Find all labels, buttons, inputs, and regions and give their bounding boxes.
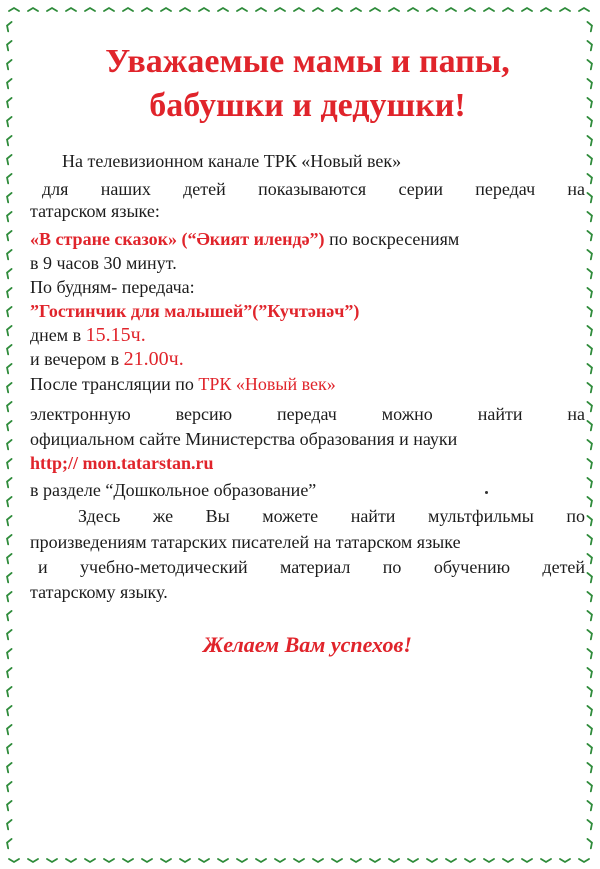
body-line: днем в 15.15ч. [30, 324, 146, 346]
body-line: По будням- передача: [30, 277, 195, 297]
title-line-1: Уважаемые мамы и папы, [105, 43, 510, 80]
body-line: После трансляции по ТРК «Новый век» [30, 374, 336, 394]
title-line-2: бабушки и дедушки! [149, 87, 466, 124]
website-url: http;// mon.tatarstan.ru [30, 453, 214, 473]
time-day: 15.15ч. [85, 324, 146, 346]
body-line: Здесь же Вы можете найти мультфильмы по [78, 506, 586, 526]
body-line: произведениям татарских писателей на татарском языке [30, 532, 461, 552]
channel-name: ТРК «Новый век» [198, 374, 336, 394]
body-line: «В стране сказок» (“Әкият илендә”) по воскресениям [30, 229, 460, 249]
closing-wish: Желаем Вам успехов! [203, 632, 412, 657]
time-evening: 21.00ч. [123, 348, 184, 370]
speck [485, 491, 488, 494]
body-line: для наших детей показываются серии передач на [42, 179, 586, 199]
body-line: татарскому языку. [30, 582, 168, 602]
body-line: электронную версию передач можно найти на [30, 404, 586, 424]
body-line: официальном сайте Министерства образования и науки [30, 429, 458, 449]
body-line: и учебно-методический материал по обучению детей [38, 557, 586, 577]
show-title-skazok: «В стране сказок» (“Әкият илендә”) [30, 229, 325, 249]
body-line: На телевизионном канале ТРК «Новый век» [62, 151, 402, 171]
body-line: в 9 часов 30 минут. [30, 253, 177, 273]
body-line: татарском языке: [30, 201, 160, 221]
show-title-kuchtenech: ”Гостинчик для малышей”(”Кучтәнәч”) [30, 301, 360, 321]
body-line: в разделе “Дошкольное образование” [30, 480, 317, 500]
body-line: и вечером в 21.00ч. [30, 348, 184, 370]
